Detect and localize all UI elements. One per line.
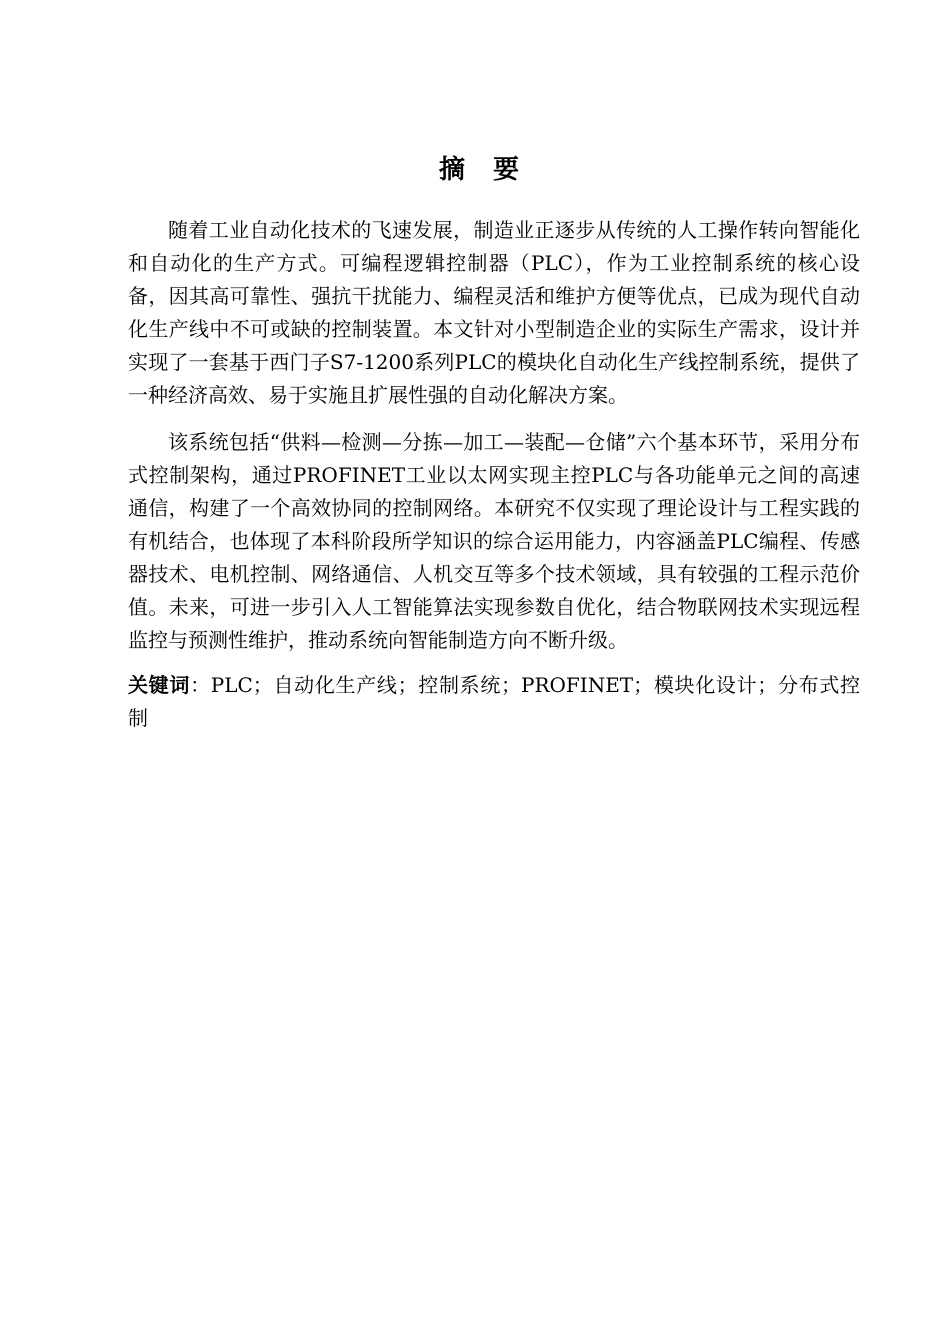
keywords-text: ：PLC；自动化生产线；控制系统；PROFINET；模块化设计；分布式控制: [128, 673, 861, 730]
abstract-title: 摘要: [438, 155, 547, 185]
abstract-paragraph-2: 该系统包括“供料—检测—分拣—加工—装配—仓储”六个基本环节，采用分布式控制架构，通过PROFINET工业以太网实现主控PLC与各功能单元之间的高速通信，构建了一个高效协同的控制网络。本研究不仅实现了理论设计与工程实践的有机结合，也体现了本科阶段所学知识的综合运用能力，内容涵盖PLC编程、传感器技术、电机控制、网络通信、人机交互等多个技术领域，具有较强的工程示范价值。未来，可进一步引入人工智能算法实现参数自优化，结合物联网技术实现远程监控与预测性维护，推动系统向智能制造方向不断升级。: [128, 430, 860, 652]
keywords-label: 关键词: [128, 673, 191, 697]
abstract-paragraph-1: 随着工业自动化技术的飞速发展，制造业正逐步从传统的人工操作转向智能化和自动化的生产方式。可编程逻辑控制器（PLC），作为工业控制系统的核心设备，因其高可靠性、强抗干扰能力、编程灵活和维护方便等优点，已成为现代自动化生产线中不可或缺的控制装置。本文针对小型制造企业的实际生产需求，设计并实现了一套基于西门子S7-1200系列PLC的模块化自动化生产线控制系统，提供了一种经济高效、易于实施且扩展性强的自动化解决方案。: [128, 218, 860, 407]
keywords-line: [128, 669, 860, 735]
abstract-body: [128, 214, 860, 735]
